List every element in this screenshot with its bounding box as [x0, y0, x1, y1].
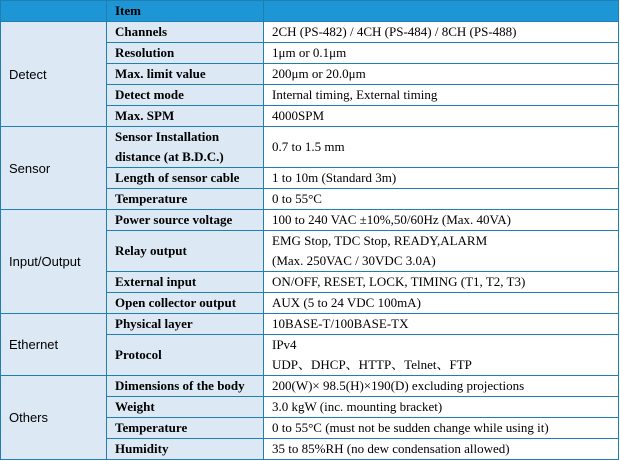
item-label: Channels	[107, 22, 264, 43]
item-value: 200(W)× 98.5(H)×190(D) excluding projections	[264, 376, 619, 397]
header-item-cell: Item	[107, 1, 264, 22]
item-label: Power source voltage	[107, 210, 264, 231]
item-value-line: (Max. 250VAC / 30VDC 3.0A)	[272, 253, 436, 268]
item-value: 3.0 kgW (inc. mounting bracket)	[264, 397, 619, 418]
item-label: Humidity	[107, 439, 264, 460]
item-label: Open collector output	[107, 293, 264, 314]
item-label: Protocol	[107, 335, 264, 376]
item-label: Detect mode	[107, 85, 264, 106]
item-value: ON/OFF, RESET, LOCK, TIMING (T1, T2, T3)	[264, 272, 619, 293]
table-row	[1, 22, 619, 43]
item-label-line: distance (at B.D.C.)	[115, 149, 224, 164]
header-group-cell	[1, 1, 107, 22]
header-row	[1, 1, 619, 22]
item-label-line: Sensor Installation	[115, 129, 220, 144]
item-label: Relay output	[107, 231, 264, 272]
item-value: 1μm or 0.1μm	[264, 43, 619, 64]
item-value: 4000SPM	[264, 106, 619, 127]
item-label: Dimensions of the body	[107, 376, 264, 397]
item-value: 1 to 10m (Standard 3m)	[264, 168, 619, 189]
group-cell-detect: Detect	[1, 22, 107, 127]
item-label: Physical layer	[107, 314, 264, 335]
item-value: 0 to 55°C (must not be sudden change while using it)	[264, 418, 619, 439]
group-cell-ethernet: Ethernet	[1, 314, 107, 376]
item-value: AUX (5 to 24 VDC 100mA)	[264, 293, 619, 314]
item-value	[264, 231, 619, 272]
table-row	[1, 314, 619, 335]
table-row	[1, 376, 619, 397]
item-value-line: EMG Stop, TDC Stop, READY,ALARM	[272, 233, 488, 248]
item-label: Temperature	[107, 189, 264, 210]
item-value: 0.7 to 1.5 mm	[264, 127, 619, 168]
item-value	[264, 335, 619, 376]
group-cell-input-output: Input/Output	[1, 210, 107, 314]
item-label	[107, 127, 264, 168]
item-label: Max. limit value	[107, 64, 264, 85]
table-row	[1, 127, 619, 168]
item-label: Length of sensor cable	[107, 168, 264, 189]
table-row	[1, 210, 619, 231]
item-label: Weight	[107, 397, 264, 418]
header-value-cell	[264, 1, 619, 22]
item-label: Max. SPM	[107, 106, 264, 127]
item-value: 35 to 85%RH (no dew condensation allowed)	[264, 439, 619, 460]
item-value: 100 to 240 VAC ±10%,50/60Hz (Max. 40VA)	[264, 210, 619, 231]
item-value: Internal timing, External timing	[264, 85, 619, 106]
item-value: 0 to 55°C	[264, 189, 619, 210]
item-label: Resolution	[107, 43, 264, 64]
item-value: 10BASE-T/100BASE-TX	[264, 314, 619, 335]
item-label: Temperature	[107, 418, 264, 439]
item-value-line: UDP、DHCP、HTTP、Telnet、FTP	[272, 357, 472, 372]
group-cell-sensor: Sensor	[1, 127, 107, 210]
group-cell-others: Others	[1, 376, 107, 460]
item-value: 2CH (PS-482) / 4CH (PS-484) / 8CH (PS-488)	[264, 22, 619, 43]
item-value-line: IPv4	[272, 337, 297, 352]
item-label: External input	[107, 272, 264, 293]
item-value: 200μm or 20.0μm	[264, 64, 619, 85]
